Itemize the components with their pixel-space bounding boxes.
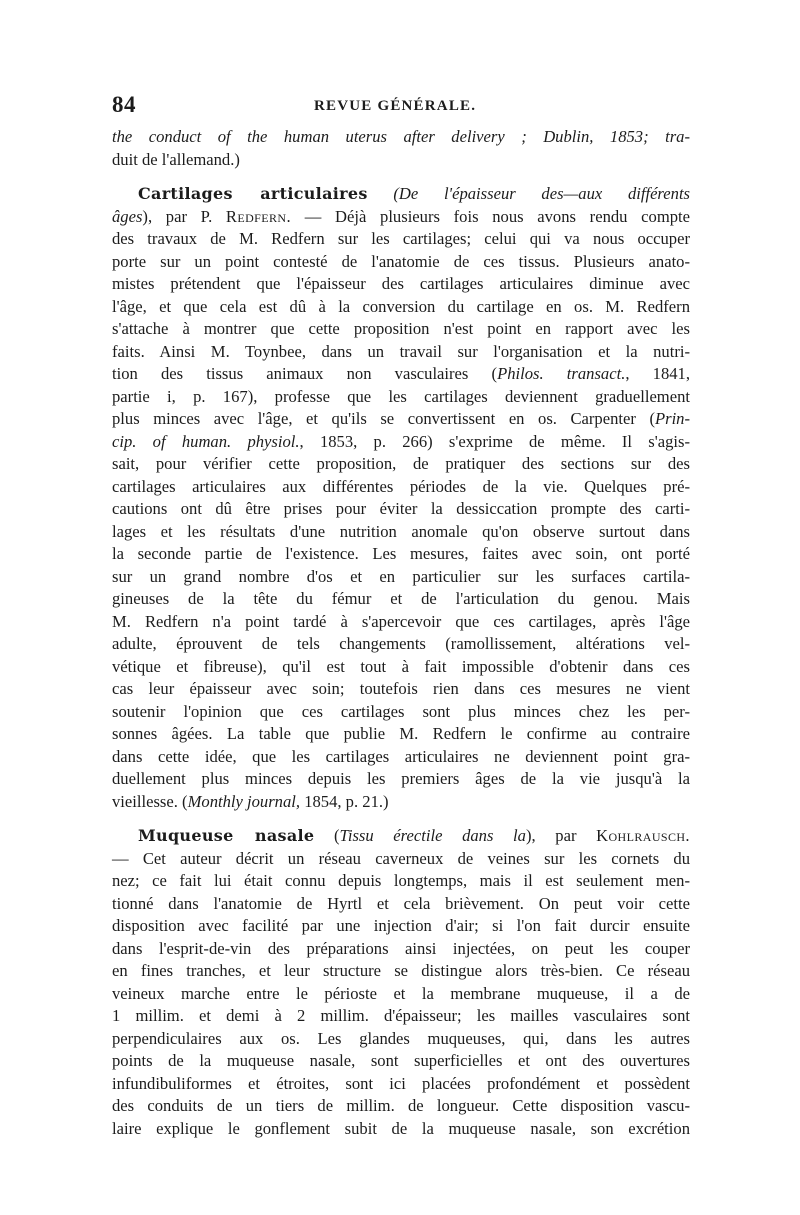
article-subtitle: Tissu érectile dans la [339,826,526,845]
text-line: cas leur épaisseur avec soin; toutefois rien dans ces mesures ne vient [112,679,690,698]
text-line: des conduits de un tiers de millim. de longueur. Cette disposition vascu- [112,1096,690,1115]
citation-title: Monthly journal, [187,791,301,811]
citation-title: Philos. transact. [497,364,626,383]
text-line: mistes prétendent que l'épaisseur des cartilages articulaires diminue avec [112,274,690,293]
article-muqueuse [112,825,690,1140]
text-line [112,126,690,149]
continuation-paragraph [112,126,690,171]
text-line: vétique et fibreuse), qu'il est tout à fait impossible d'obtenir dans ces [112,656,690,676]
text-line: soutenir l'opinion que ces cartilages sont plus minces chez les per- [112,701,690,721]
article-author: Kohlrausch. [596,826,690,845]
text-line: s'attache à montrer que cette proposition n'est point en rapport avec les [112,319,690,338]
text-line [112,791,690,814]
page-header [112,92,690,122]
citation-title: cip. of human. physiol. [112,431,300,451]
text-line: disposition avec facilité par une injection d'air; si l'on fait durcir ensuite [112,916,690,935]
text-line: nez; ce fait lui était connu depuis longtemps, mais il est seulement men- [112,871,690,890]
text-span: vieillesse. ( [112,791,188,811]
text-line: dans cette idée, que les cartilages articulaires ne deviennent point gra- [112,746,690,766]
text-line: l'âge, et que cela est dû à la conversion du cartilage en os. M. Redfern [112,296,690,316]
text-line [112,206,690,229]
text-line [112,183,690,206]
text-line: en fines tranches, et leur structure se distingue alors très-bien. Ce réseau [112,961,690,980]
text-line: tionné dans l'anatomie de Hyrtl et cela brièvement. On peut voir cette [112,893,690,913]
citation-title: the conduct of the human uterus after delivery ; Dublin, 1853; tra- [112,127,690,146]
text-line: lages et les résultats d'une nutrition anomale qu'on observe surtout dans [112,521,690,541]
text-line: faits. Ainsi M. Toynbee, dans un travail sur l'organisation et la nutri- [112,341,690,361]
text-line: laire explique le gonflement subit de la muqueuse nasale, son excrétion [112,1118,690,1138]
text-line: sait, pour vérifier cette proposition, de pratiquer des sections sur des [112,454,690,473]
article-subtitle: (De l'épaisseur des—aux différents [393,184,691,203]
text-line: sur un grand nombre d'os et en particulier sur les surfaces cartila- [112,566,690,586]
byline: ), par [525,826,577,845]
text-line: partie i, p. 167), professe que les cartilages deviennent graduellement [112,386,690,406]
citation-title: Prin- [654,409,690,428]
text-line: 1 millim. et demi à 2 millim. d'épaisseur; les mailles vasculaires sont [112,1006,690,1025]
text-line: perpendiculaires aux os. Les glandes muqueuses, qui, dans les autres [112,1028,690,1048]
text-line: dans l'esprit-de-vin des préparations ainsi injectées, on peut les couper [112,938,690,958]
book-page [112,92,690,1140]
text-span: 1854, p. 21.) [300,791,389,811]
text-line [112,363,690,386]
text-span: — Déjà plusieurs fois nous avons rendu compte [304,206,690,226]
byline: ), par P. [142,206,213,226]
text-line: veineux marche entre le périoste et la membrane muqueuse, il a de [112,983,690,1003]
text-line: cautions ont dû être prises pour éviter la dessiccation prompte des carti- [112,499,690,518]
article-author: Redfern. [225,206,292,226]
article-cartilages [112,183,690,813]
text-line: duellement plus minces depuis les premiers âges de la vie jusqu'à la [112,769,690,788]
text-span: plus minces avec l'âge, et qu'ils se convertissent en os. Carpenter ( [112,409,655,428]
text-line: porte sur un point contesté de l'anatomie de ces tissus. Plusieurs anato- [112,251,690,271]
article-title: Cartilages articulaires [138,184,368,203]
text-span: tion des tissus animaux non vasculaires ( [112,364,498,383]
text-line: la seconde partie de l'existence. Les mesures, faites avec soin, ont porté [112,544,690,563]
text-line: infundibuliformes et étroites, sont ici placées profondément et possèdent [112,1073,690,1093]
text-span: , 1841, [625,364,690,383]
text-line [112,408,690,431]
section-gap [112,813,690,825]
text-line: des travaux de M. Redfern sur les cartilages; celui qui va nous occuper [112,229,690,248]
text-line: cartilages articulaires aux différentes périodes de la vie. Quelques pré- [112,476,690,496]
section-gap [112,171,690,183]
text-span: , 1853, p. 266) s'exprime de même. Il s'agis- [299,431,690,451]
article-subtitle: âges [112,206,143,226]
text-line: adulte, éprouvent de tels changements (ramollissement, altérations vel- [112,634,690,653]
running-head: REVUE GÉNÉRALE. [314,98,477,114]
text-line: sonnes âgées. La table que publie M. Redfern le confirme au contraire [112,724,690,743]
text-span: ( [314,826,340,845]
text-line: duit de l'allemand.) [112,149,240,169]
text-line [112,431,690,454]
text-line: points de la muqueuse nasale, sont superficielles et ont des ouvertures [112,1051,690,1070]
page-number: 84 [112,92,136,117]
article-title: Muqueuse nasale [138,826,315,845]
text-line [112,825,690,848]
text-line: — Cet auteur décrit un réseau caverneux de veines sur les cornets du [112,848,690,868]
text-line: gineuses de la tête du fémur et de l'articulation du genou. Mais [112,589,690,608]
text-line: M. Redfern n'a point tardé à s'apercevoir que ces cartilages, après l'âge [112,611,690,631]
